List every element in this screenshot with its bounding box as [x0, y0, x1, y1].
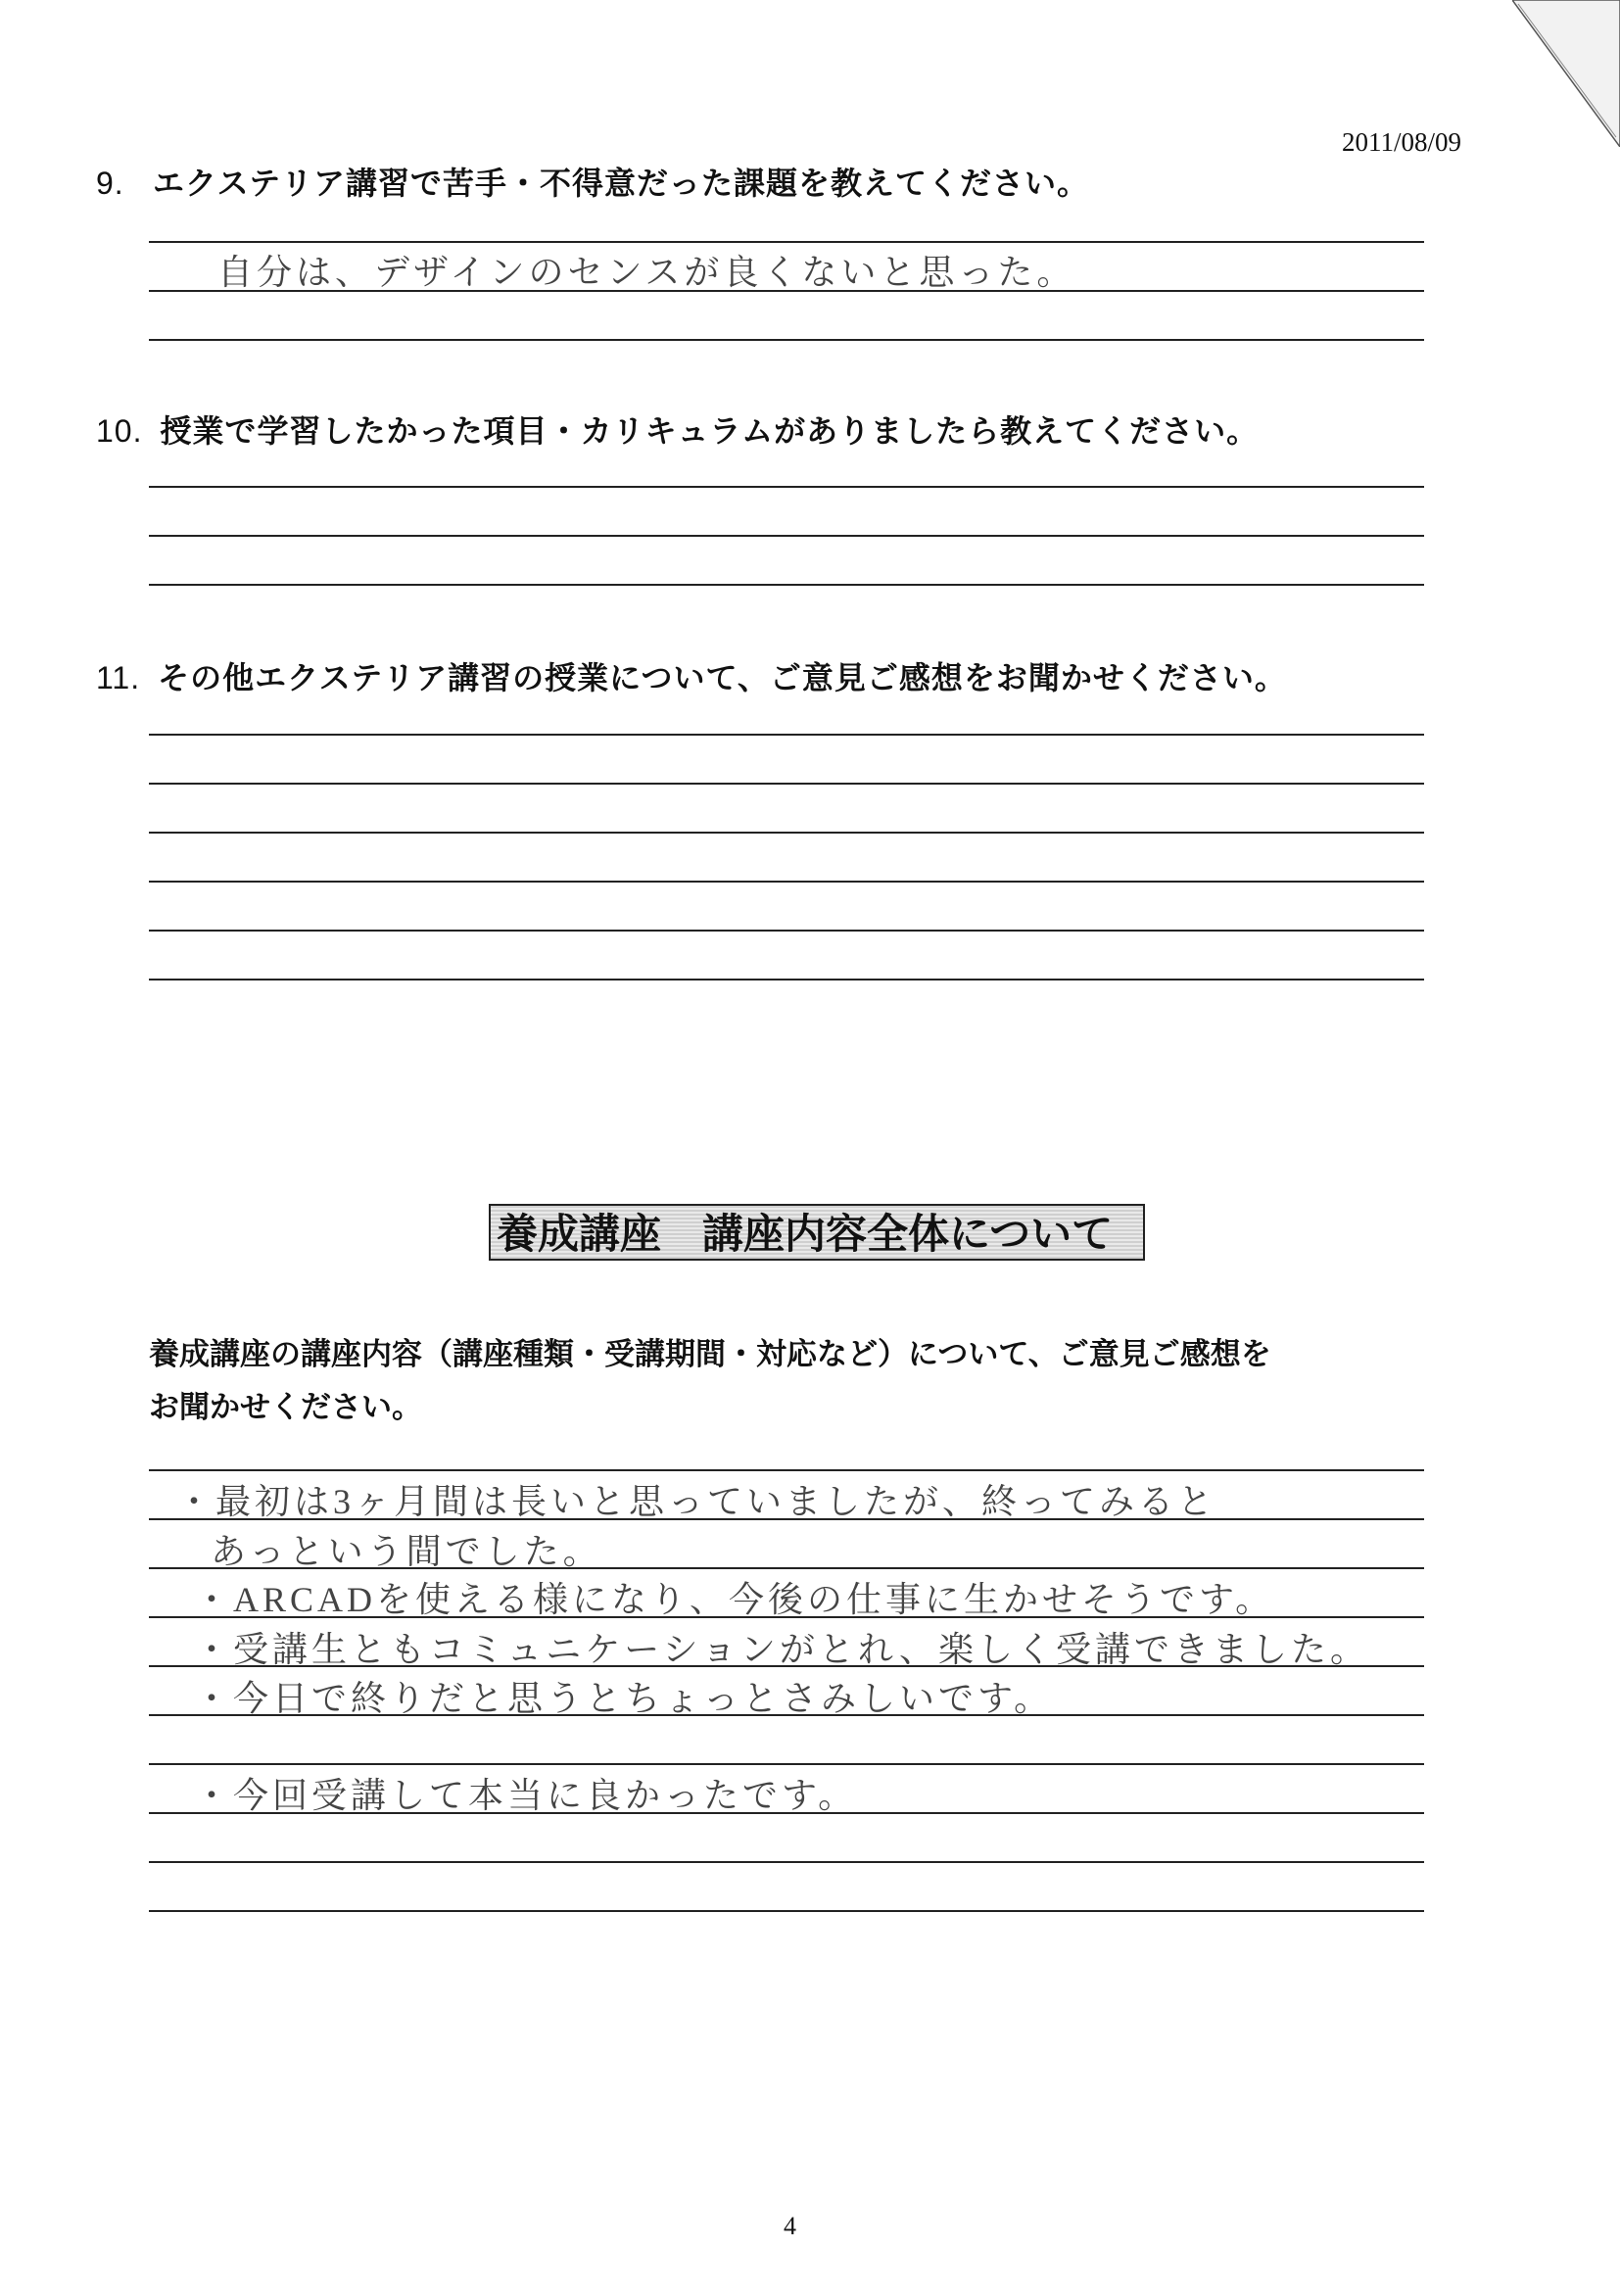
handwritten-comment: ・受講生ともコミュニケーションがとれ、楽しく受講できました。 — [194, 1630, 1370, 1669]
answer-line — [149, 339, 1424, 341]
answer-line — [149, 1469, 1424, 1471]
section-title: 養成講座 講座内容全体について — [489, 1204, 1145, 1261]
page-corner-fold — [1512, 0, 1620, 147]
answer-line — [149, 535, 1424, 537]
handwritten-comment: あっという間でした。 — [211, 1532, 602, 1571]
question-9 — [96, 159, 1089, 204]
answer-line — [149, 734, 1424, 736]
answer-line — [149, 881, 1424, 883]
question-text: エクステリア講習で苦手・不得意だった課題を教えてください。 — [153, 165, 1090, 202]
handwritten-comment: ・ARCADを使える様になり、今後の仕事に生かせそうです。 — [194, 1580, 1275, 1619]
section-prompt-line: 養成講座の講座内容（講座種類・受講期間・対応など）について、ご意見ご感想を — [149, 1337, 1271, 1372]
question-11 — [96, 653, 1287, 698]
answer-line — [149, 832, 1424, 834]
section-prompt-line: お聞かせください。 — [149, 1390, 422, 1425]
answer-line — [149, 486, 1424, 488]
answer-line — [149, 1861, 1424, 1863]
question-number: 9. — [96, 166, 124, 201]
question-10 — [96, 407, 1259, 452]
handwritten-comment: ・今回受講して本当に良かったです。 — [194, 1776, 858, 1815]
page-number: 4 — [784, 2212, 796, 2240]
answer-line — [149, 1763, 1424, 1765]
answer-line — [149, 930, 1424, 932]
handwritten-answer-q9: 自分は、デザインのセンスが良くないと思った。 — [217, 253, 1076, 292]
question-text: 授業で学習したかった項目・カリキュラムがありましたら教えてください。 — [160, 412, 1260, 450]
answer-line — [149, 783, 1424, 785]
question-number: 10. — [96, 413, 143, 449]
section-prompt — [149, 1328, 1422, 1434]
document-date: 2011/08/09 — [1342, 127, 1462, 157]
question-text: その他エクステリア講習の授業について、ご意見ご感想をお聞かせください。 — [158, 659, 1287, 696]
answer-line — [149, 1910, 1424, 1912]
handwritten-comment: ・最初は3ヶ月間は長いと思っていましたが、終ってみると — [176, 1482, 1217, 1521]
answer-line — [149, 979, 1424, 981]
question-number: 11. — [96, 660, 141, 695]
answer-line — [149, 241, 1424, 243]
answer-line — [149, 584, 1424, 586]
handwritten-comment: ・今日で終りだと思うとちょっとさみしいです。 — [194, 1679, 1054, 1718]
